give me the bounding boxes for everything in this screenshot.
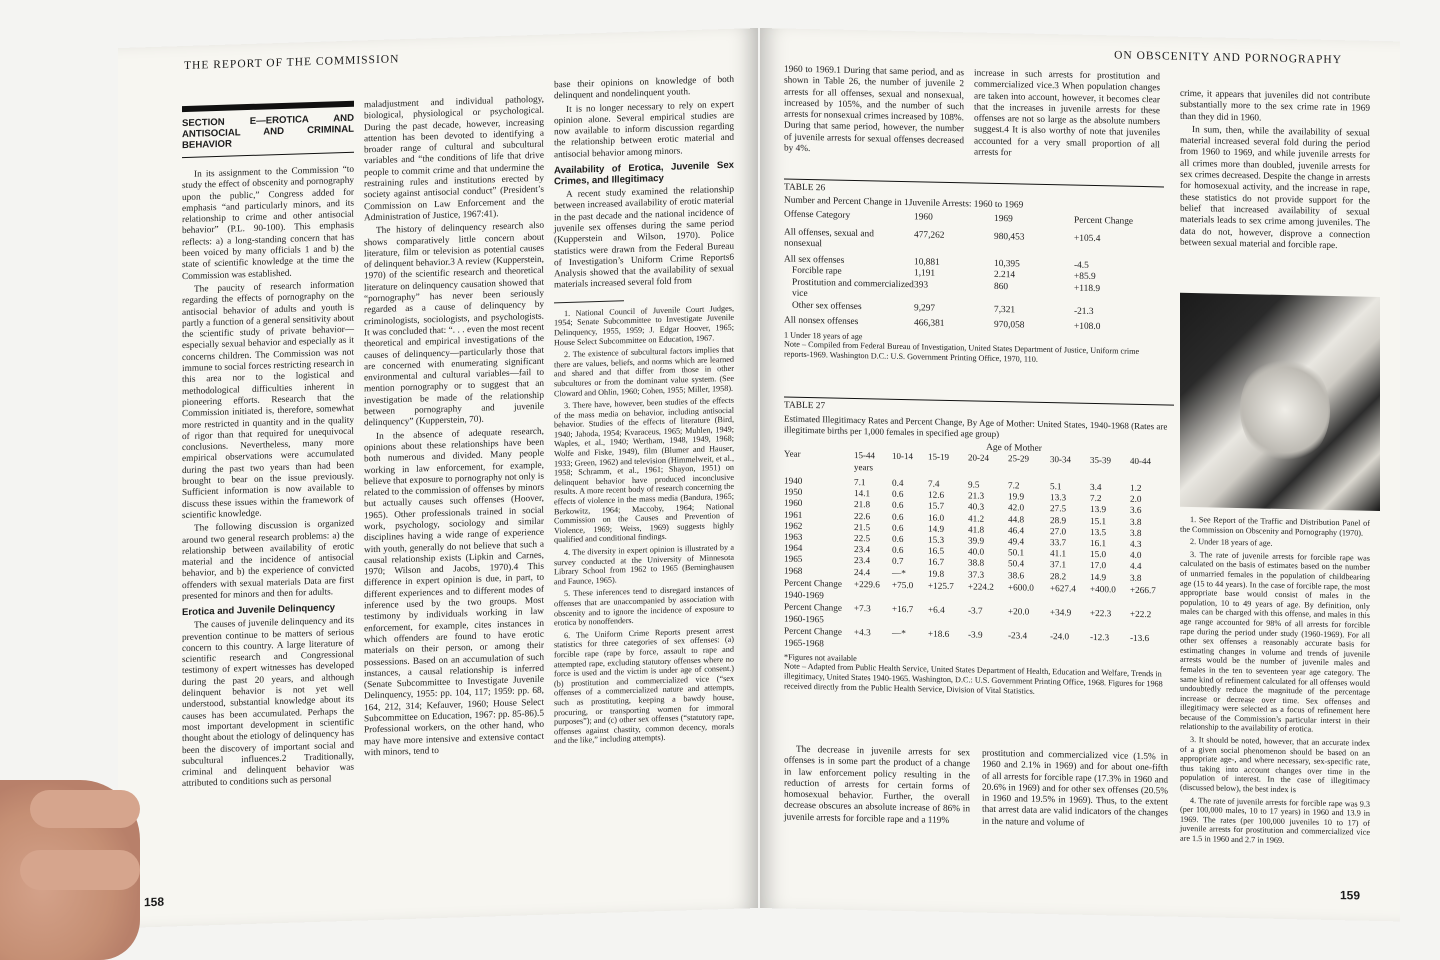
cell: 5.1 (1050, 481, 1062, 492)
cell: +34.9 (1050, 606, 1072, 618)
footnote: 3. There have, however, been studies of the effects of the mass media on behavior, including antisocial behavior. Studies of the effects of literature (Bird, 1940; Jahoda, 1954; Kvaraceus, 1965; Muhlen, 1949; Waples, et al., 1940; Wertham, 1948, 1949, 1968; Wolfe and Fiske, 1949), film (Blumer and Hauser, 1933; Green, 1962) and television (Himmelweit, et al., 1958; Schramm, et al., 1961; Shayon, 1951) on delinquent behavior have produced inconclusive results. A more recent body of research concerning the effects of violence in the mass media (Bandura, 1965; Berkowitz, 1964; Maccoby, 1964; National Commission on the Causes and Prevention of Violence, 1969; Weiss, 1969) suggests highly qualified and conditional findings. (554, 395, 734, 545)
cell: 21.3 (968, 490, 985, 501)
cell: 477,262 (914, 229, 945, 241)
subheading: Availability of Erotica, Juvenile Sex Crimes, and Illegitimacy (554, 159, 734, 188)
cell: 14.9 (1090, 571, 1107, 582)
cell: 1965 (784, 553, 803, 565)
cell: 1964 (784, 542, 803, 554)
table-footnote: *Figures not available (784, 652, 857, 663)
header-cell: Percent Change (1074, 215, 1134, 227)
cell: —* (892, 627, 906, 638)
footnote: 1. See Report of the Traffic and Distribution Panel of the Commission on Obscenity and Pornography (1970). (1180, 515, 1370, 538)
cell: 1940 (784, 475, 803, 486)
cell: -24.0 (1050, 630, 1070, 642)
cell: 1960 (784, 497, 803, 509)
cell: +7.3 (854, 602, 871, 614)
cell: 7.1 (854, 476, 866, 488)
cell: -3.9 (968, 629, 983, 640)
cell: 21.8 (854, 499, 871, 510)
left-column-2 (364, 95, 544, 762)
section-heading: SECTION E—EROTICA AND ANTISOCIAL AND CRIMINAL BEHAVIOR (182, 101, 354, 158)
cell: +20.0 (1008, 606, 1030, 617)
cell: 9,297 (914, 302, 936, 314)
cell: 0.7 (892, 556, 904, 567)
header-cell: 15-44 years (854, 449, 875, 472)
cell: 39.9 (968, 535, 985, 546)
header-cell: 1960 (914, 212, 933, 223)
footnote: 4. The diversity in expert opinion is illustrated by a survey conducted at the University of Minnesota Library School from 1962 to 1965 (Berninghausen and Faunce, 1965). (554, 542, 734, 587)
cell: 0.4 (892, 477, 904, 489)
table-footnote: 1 Under 18 years of age (784, 330, 863, 341)
cell: -13.6 (1130, 632, 1150, 643)
cell: 0.6 (892, 511, 904, 522)
paragraph: The decrease in juvenile arrests for sex offenses is in some part the product of a change in law enforcement policy resulting in the reduction of arrests for certain forms of homosexual behavior. Further, the overall decrease obscures an absolute increase of 86% in juvenile arrests for forcible rape and a 119% (784, 744, 970, 826)
cell: 16.1 (1090, 537, 1107, 549)
cell: 860 (994, 281, 1009, 292)
right-footnotes (1180, 515, 1370, 851)
cell: 3.8 (1130, 516, 1142, 527)
table-26 (784, 179, 1164, 367)
header-cell: 15-19 (928, 451, 949, 462)
cell: 19.8 (928, 568, 945, 579)
cell: 38.6 (1008, 569, 1025, 581)
cell: 24.4 (854, 566, 871, 577)
photo-highlight (1240, 354, 1330, 466)
cell: 1961 (784, 509, 803, 520)
header-cell: Year (784, 448, 801, 459)
table-label: TABLE 27 (784, 400, 826, 412)
cell: 23.4 (854, 544, 871, 555)
running-head-right: ON OBSCENITY AND PORNOGRAPHY (1114, 49, 1342, 67)
paragraph: crime, it appears that juveniles did not contribute substantially more to the sex crime rate in 1969 than they did in 1960. (1180, 88, 1370, 124)
page-number-left: 158 (144, 894, 165, 910)
cell: 27.5 (1050, 503, 1067, 514)
right-page (760, 28, 1400, 921)
right-bottom-column-1 (784, 745, 970, 830)
cell: All offenses, sexual and nonsexual (784, 227, 874, 250)
cell: 16.5 (928, 545, 945, 557)
cell: 14.1 (854, 488, 871, 499)
paragraph: maladjustment and individual pathology, biological, physiological or psychological. During the past decade, however, increasing attention has been devoted to identifying a broader range of cultural and subcultural variables and “the conditions of life that drive people to commit crime and that undermine the restraining rules and institutions erected by society against antisocial conduct” (President’s Commission on Law Enforcement and the Administration of Justice, 1967:41). (364, 94, 544, 224)
cell: 4.4 (1130, 561, 1142, 572)
right-column-3 (1180, 89, 1370, 255)
cell: 9.5 (968, 479, 980, 490)
cell: 16.0 (928, 512, 945, 523)
running-head-left: THE REPORT OF THE COMMISSION (184, 53, 400, 73)
cell: 15.3 (928, 534, 945, 545)
footnote: 3. It should be noted, however, that an accurate index of a given social phenomenon should be based on an appropriate age-, and where necessary, sex-specific rate, thus taking into account changes over time in the population of interest. In the case of illegitimacy (discussed below), the best index is (1180, 735, 1370, 795)
table-title: Number and Percent Change in 1Juvenile Arrests: 1960 to 1969 (784, 195, 1024, 211)
cell: 33.7 (1050, 537, 1067, 548)
cell: 49.4 (1008, 536, 1025, 547)
cell: 10,395 (994, 258, 1020, 269)
cell: 42.0 (1008, 502, 1025, 513)
cell: 980,453 (994, 231, 1025, 243)
header-cell: 10-14 (892, 450, 913, 462)
right-top-column-1: 1960 to 1969.1 During that same period, and as shown in Table 26, the number of juvenile 2 arrests for all offenses, sexual and nonsexual, increased by 105%, and the number of such arrests for nonsexual crimes increased by 108%. During that same period, however, the number of juvenile arrests for sexual offenses decreased by 4%. (784, 64, 964, 155)
thumb (30, 790, 140, 828)
paragraph: In sum, then, while the availability of sexual material increased several fold during the period from 1960 to 1969, and while juvenile arrests for all crimes more than doubled, juvenile arrests for sex crimes decreased. Despite the change in arrests for homosexual activity, and the increase in rape, these statistics do not provide support for the belief that increased availability of sexual materials leads to sex crime among juveniles. The data do not, however, disprove a connection between sexual material and forcible rape. (1180, 124, 1370, 251)
table-note: Note – Compiled from Federal Bureau of Investigation, United States Department of Justice, Uniform crime reports-1969. Washington D.C.: U.S. Government Printing Office, 1970, 110. (784, 339, 1140, 364)
paragraph: The causes of juvenile delinquency and its prevention continue to be matters of serious concern to this country. A large literature of scientific research and Congressional testimony of expert witnesses has developed during the past 20 years, and although delinquent behavior is not yet well understood, substantial knowledge about its causes has been accumulated. Perhaps the most important development in scientific thought about the etiology of delinquency has been the discovery of important social and subcultural influences.2 Traditionally, criminal and delinquent behavior was attributed to conditions such as personal (182, 615, 354, 790)
subheading: Erotica and Juvenile Delinquency (182, 602, 336, 619)
header-cell: 30-34 (1050, 454, 1071, 465)
cell: 19.9 (1008, 491, 1025, 502)
cell: 12.6 (928, 489, 945, 501)
cell: 44.8 (1008, 513, 1025, 525)
cell: 22.5 (854, 532, 871, 544)
cell: All nonsex offenses (784, 315, 859, 328)
cell: 15.0 (1090, 549, 1107, 560)
cell: 0.6 (892, 488, 904, 500)
cell: 3.8 (1130, 527, 1142, 538)
cell: 2.214 (994, 269, 1016, 281)
header-cell: 1969 (994, 213, 1013, 225)
footnote-rule (554, 300, 624, 303)
cell: +85.9 (1074, 271, 1096, 283)
cell: Forcible rape (792, 265, 842, 277)
cell: 28.2 (1050, 570, 1067, 582)
cell: 13.3 (1050, 492, 1067, 503)
cell: 23.4 (854, 555, 871, 566)
cell: Percent Change 1940-1969 (784, 577, 842, 601)
footnotes (554, 304, 734, 747)
paragraph: In its assignment to the Commission “to study the effect of obscenity and pornography upon the public,” Congress added for emphasis “and particularly minors, and its relationship to crime and other antisocial behavior” (P.L. 90-100). This emphasis reflects: a) a long-standing concern that has been voiced by many officials 1 and b) the state of scientific knowledge at the time the Commission was established. (182, 164, 354, 282)
cell: 13.5 (1090, 526, 1107, 538)
cell: 50.4 (1008, 558, 1025, 569)
cell: 3.6 (1130, 505, 1142, 516)
cell: 1963 (784, 531, 803, 542)
cell: 393 (914, 279, 929, 291)
cell: 1962 (784, 520, 803, 531)
footnote: 6. The Uniform Crime Reports present arrest statistics for three categories of sex offenses: (a) forcible rape (rape by force, assault to rape and attempted rape, excluding statutory offenses where no force is used and the victim is under age of consent.) (b) prostitution and commercialized vice (“sex offenses of a commercialized nature and attempts, such as prostituting, keeping a bawdy house, procuring, or transporting women for immoral purposes”); and (c) other sex offenses (“statutory rape, offenses against chastity, common decency, morals and the like,” including attempts). (554, 625, 734, 746)
cell: 0.6 (892, 500, 904, 511)
group-header: Age of Mother (986, 442, 1042, 454)
table-title: Estimated Illegitimacy Rates and Percent Change, By Age of Mother: United States, 1940-1968 (Rates are illegitimate births per 1,000 females in specified age group) (784, 413, 1168, 440)
header-cell: 25-29 (1008, 453, 1029, 464)
cell: 15.7 (928, 500, 945, 512)
cell: 40.0 (968, 546, 985, 557)
cell: 7.4 (928, 478, 940, 489)
cell: 17.0 (1090, 560, 1107, 571)
cell: 2.0 (1130, 493, 1142, 505)
page-number-right: 159 (1339, 888, 1360, 903)
header-cell: 20-24 (968, 452, 989, 463)
cell: +18.6 (928, 628, 950, 639)
footnote: 2. The existence of subcultural factors implies that there are values, beliefs, and norms which are learned and shared and that differ from those in other subcultures or from the dominant value system. (See Cloward and Ohlin, 1960; Cohen, 1955; Miller, 1958). (554, 344, 734, 398)
hand (0, 780, 140, 960)
cell: 466,381 (914, 318, 945, 329)
paragraph: A recent study examined the relationship between increased availability of erotic material in the past decade and the national incidence of juvenile sex offenses during the same period (Kupperstein and Wilson, 1970). Police statistics were drawn from the Federal Bureau of Investigation’s Uniform Crime Reports6 Analysis showed that the availability of sexual materials increased several fold from (554, 184, 734, 291)
cell: 3.8 (1130, 572, 1142, 583)
cell: 41.1 (1050, 548, 1067, 559)
footnote: 5. These inferences tend to disregard instances of offenses that are unaccompanied by association with obscenity and to ignore the incidence of exposure to erotica by nonoffenders. (554, 584, 734, 628)
paragraph: The paucity of research information regarding the effects of pornography on the antisocial behavior of adults and youth is partly a function of a general sensitivity about the scientific study of private behavior—especially sexual behavior and especially as it concerns children. The Commission was not immune to social forces restricting research in this area nor to the logistical and methodological difficulties inherent in pioneering efforts. Research that the Commission initiated is, therefore, somewhat more restricted in quantity and in the quality of rigor than that required for unequivocal conclusions. Nevertheless, many more empirical observations were accumulated during the past two years than had been brought to bear on the issue previously. Sufficient information is now available to discuss these issues within the framework of scientific knowledge. (182, 279, 354, 522)
paragraph: The following discussion is organized around two general research problems: a) the relationship between availability of erotic material and the incidence of antisocial behavior, and b) the experience of convicted offenders with sexual materials Data are first presented for minors and then for adults. (182, 518, 354, 603)
cell: 22.6 (854, 510, 871, 521)
cell: +118.9 (1074, 283, 1101, 294)
photograph (1180, 293, 1380, 511)
cell: 0.6 (892, 544, 904, 556)
cell: -4.5 (1074, 260, 1089, 271)
cell: 21.5 (854, 521, 871, 533)
table-27 (784, 397, 1174, 699)
cell: +22.2 (1130, 608, 1152, 620)
cell: 27.0 (1050, 525, 1067, 537)
header-cell: Offense Category (784, 209, 851, 221)
finger (20, 850, 140, 890)
paragraph: In the absence of adequate research, opinions about these relationships have been both numerous and divided. Many people working in law enforcement, for example, believe that exposure to pornography not only is related to the commission of offenses by minors but actually causes such offenses (Hoover, 1965). Other professionals trained in social work, psychology, sociology and similar disciplines having a wide range of experience with youth, generally do not believe that such a causal relationship exists (Lipkin and Carnes, 1970; Wilson and Jacobs, 1970).4 This difference in expert opinion is due, in part, to different experiences and to different modes of inference used by the two groups. Most testimony by individuals working in law enforcement, for example, cites instances in which offenders are found to have erotic materials on their person, or among their possessions. Based on an accumulation of such instances, a causal relationship is inferred (Senate Subcommittee to Investigate Juvenile Delinquency, 1955: pp. 104, 117; 1959: pp. 68, 164, 212, 314; Kefauver, 1960; House Select Subcommittee on Education, 1967: pp. 85-86).5 Professional workers, on the other hand, who may have more intensive and extensive contact with minors, tend to (364, 426, 544, 759)
cell: 10,881 (914, 256, 940, 268)
cell: 37.1 (1050, 559, 1067, 570)
cell: 41.2 (968, 512, 985, 524)
cell: 1968 (784, 565, 803, 576)
cell: Percent Change 1960-1965 (784, 601, 842, 625)
cell: +4.3 (854, 626, 871, 638)
cell: 4.0 (1130, 549, 1142, 561)
cell: Prostitution and commercialized vice (792, 277, 914, 299)
cell: 1.2 (1130, 482, 1142, 493)
cell: 50.1 (1008, 547, 1025, 558)
cell: 4.3 (1130, 538, 1142, 550)
cell: 38.8 (968, 557, 985, 569)
paragraph: It is no longer necessary to rely on expert opinion alone. Several empirical studies are now available to inform discussion regarding the relationship between erotic material and antisocial behavior among minors. (554, 99, 734, 161)
left-column-3 (554, 75, 734, 750)
cell: +627.4 (1050, 582, 1076, 594)
left-column-1 (182, 101, 354, 793)
cell: -12.3 (1090, 631, 1110, 643)
cell: 14.9 (928, 523, 945, 534)
cell: 970,058 (994, 319, 1025, 331)
footnote: 3. The rate of juvenile arrests for forcible rape was calculated on the basis of estimates based on the number of unmarried females in the population of childbearing age (15 to 44 years). In the case of forcible rape, the most appropriate base would consist of males in the population, 10 to 49 years of age. By definition, only males can be charged with this offense, and males in this age range accounted for 98% of all arrests for forcible rape during the period under study (1960-1969). For all other sex offenses a reasonably accurate basis for estimating changes in volume and trends of juvenile arrests would be the number of juvenile males and females in the ten to seventeen year age category. The same kind of refinement calculated for all offenses would undoubtedly reduce the magnitude of the percentage increase or decrease over time. Sex offenses and illegitimacy were selected as a focus of refinement here because of the Commission’s particular interst in their relationship to the availability of erotica. (1180, 549, 1370, 735)
cell: 15.1 (1090, 515, 1107, 526)
cell: 40.3 (968, 501, 985, 513)
cell: +22.3 (1090, 607, 1112, 619)
paragraph: base their opinions on knowledge of both delinquent and nondelinquent youth. (554, 74, 734, 102)
cell: Other sex offenses (792, 300, 862, 312)
cell: +6.4 (928, 604, 945, 615)
left-page (118, 28, 758, 928)
cell: +266.7 (1130, 584, 1156, 596)
cell: -3.7 (968, 605, 983, 616)
right-bottom-column-2 (982, 749, 1168, 834)
cell: Percent Change 1965-1968 (784, 625, 842, 649)
cell: 41.8 (968, 524, 985, 535)
header-cell: 35-39 (1090, 454, 1111, 466)
cell: 37.3 (968, 568, 985, 580)
footnote: 4. The rate of juvenile arrests for forcible rape was 9.3 (per 100,000 males, 10 to 17 years) in 1960 and 13.9 in 1969. The rates (per 100,000 juveniles 10 to 17) of juvenile arrests for prostitution and commercialized vice are 1.5 in 1960 and 2.7 in 1969. (1180, 795, 1370, 845)
cell: 7.2 (1090, 493, 1102, 504)
cell: 0.6 (892, 522, 904, 533)
cell: +229.6 (854, 578, 880, 590)
cell: +16.7 (892, 603, 914, 615)
cell: —* (892, 567, 906, 578)
cell: 28.9 (1050, 514, 1067, 526)
cell: +105.4 (1074, 233, 1101, 244)
footnote: 1. National Council of Juvenile Court Judges, 1954; Senate Subcommittee to Investigate Juvenile Delinquency, 1955, 1959; J. Edgar Hoover, 1965; House Select Subcommittee on Education, 1967. (554, 303, 734, 347)
cell: 1,191 (914, 268, 936, 279)
cell: All sex offenses (784, 254, 845, 266)
table-note: Note – Adapted from Public Health Service, United States Department of Health, Education and Welfare, Trends in illegitimacy, United States 1940-1965. Washington, D.C.: U.S. Government Printing Office, 1968. Figures for 1968 received directly from the Public Health Service, Division of Vital Statistics. (784, 661, 1163, 696)
cell: 13.9 (1090, 504, 1107, 515)
cell: +75.0 (892, 579, 914, 591)
cell: -23.4 (1008, 630, 1028, 641)
table-27-body (784, 476, 1174, 657)
paragraph: The history of delinquency research also shows comparatively little concern about literature, film or television as potential causes of delinquent behavior.3 A review (Kupperstein, 1970) of the scientific research and theoretical literature on delinquency causation showed that “pornography” has never been seriously regarded as a cause of delinquency by criminologists, sociologists, and psychologists. It was concluded that: “. . . even the most recent theoretical and empirical investigations of the causes of delinquency—particularly those that are concerned with enumerating significant environmental and cultural variables—fail to mention pornography or to suggest that an investigation be made of the relationship between pornography and juvenile delinquency” (Kupperstein, 70). (364, 220, 544, 429)
header-cell: 40-44 (1130, 455, 1151, 467)
right-top-column-2: increase in such arrests for prostitution and commercialized vice.3 When population changes are taken into account, however, it becomes clear that the increases in juvenile arrests for these offenses are not so large as the absolute numbers suggest.4 It is also worthy of note that juveniles accounted for a very small proportion of all arrests for (974, 68, 1160, 159)
cell: 0.6 (892, 533, 904, 545)
cell: 1950 (784, 486, 803, 498)
table-label: TABLE 26 (784, 182, 826, 194)
cell: +400.0 (1090, 583, 1116, 595)
cell: 16.7 (928, 556, 945, 568)
footnote: 2. Under 18 years of age. (1190, 537, 1273, 548)
cell: +108.0 (1074, 321, 1101, 333)
cell: 46.4 (1008, 525, 1025, 536)
cell: 7.2 (1008, 480, 1020, 491)
cell: +125.7 (928, 580, 954, 591)
cell: +600.0 (1008, 582, 1034, 593)
cell: 7,321 (994, 304, 1016, 315)
cell: -21.3 (1074, 306, 1094, 317)
paragraph: prostitution and commercialized vice (1.5% in 1960 and 2.1% in 1969) and for about one-fifth of all arrests for forcible rape (17.3% in 1960 and 20.6% in 1969) and for other sex offenses (20.5% in 1960 and 19.5% in 1969). Thus, to the extent that arrest data are valid indicators of the changes in the nature and volume of (982, 748, 1168, 829)
cell: 3.4 (1090, 481, 1102, 493)
cell: +224.2 (968, 581, 994, 592)
